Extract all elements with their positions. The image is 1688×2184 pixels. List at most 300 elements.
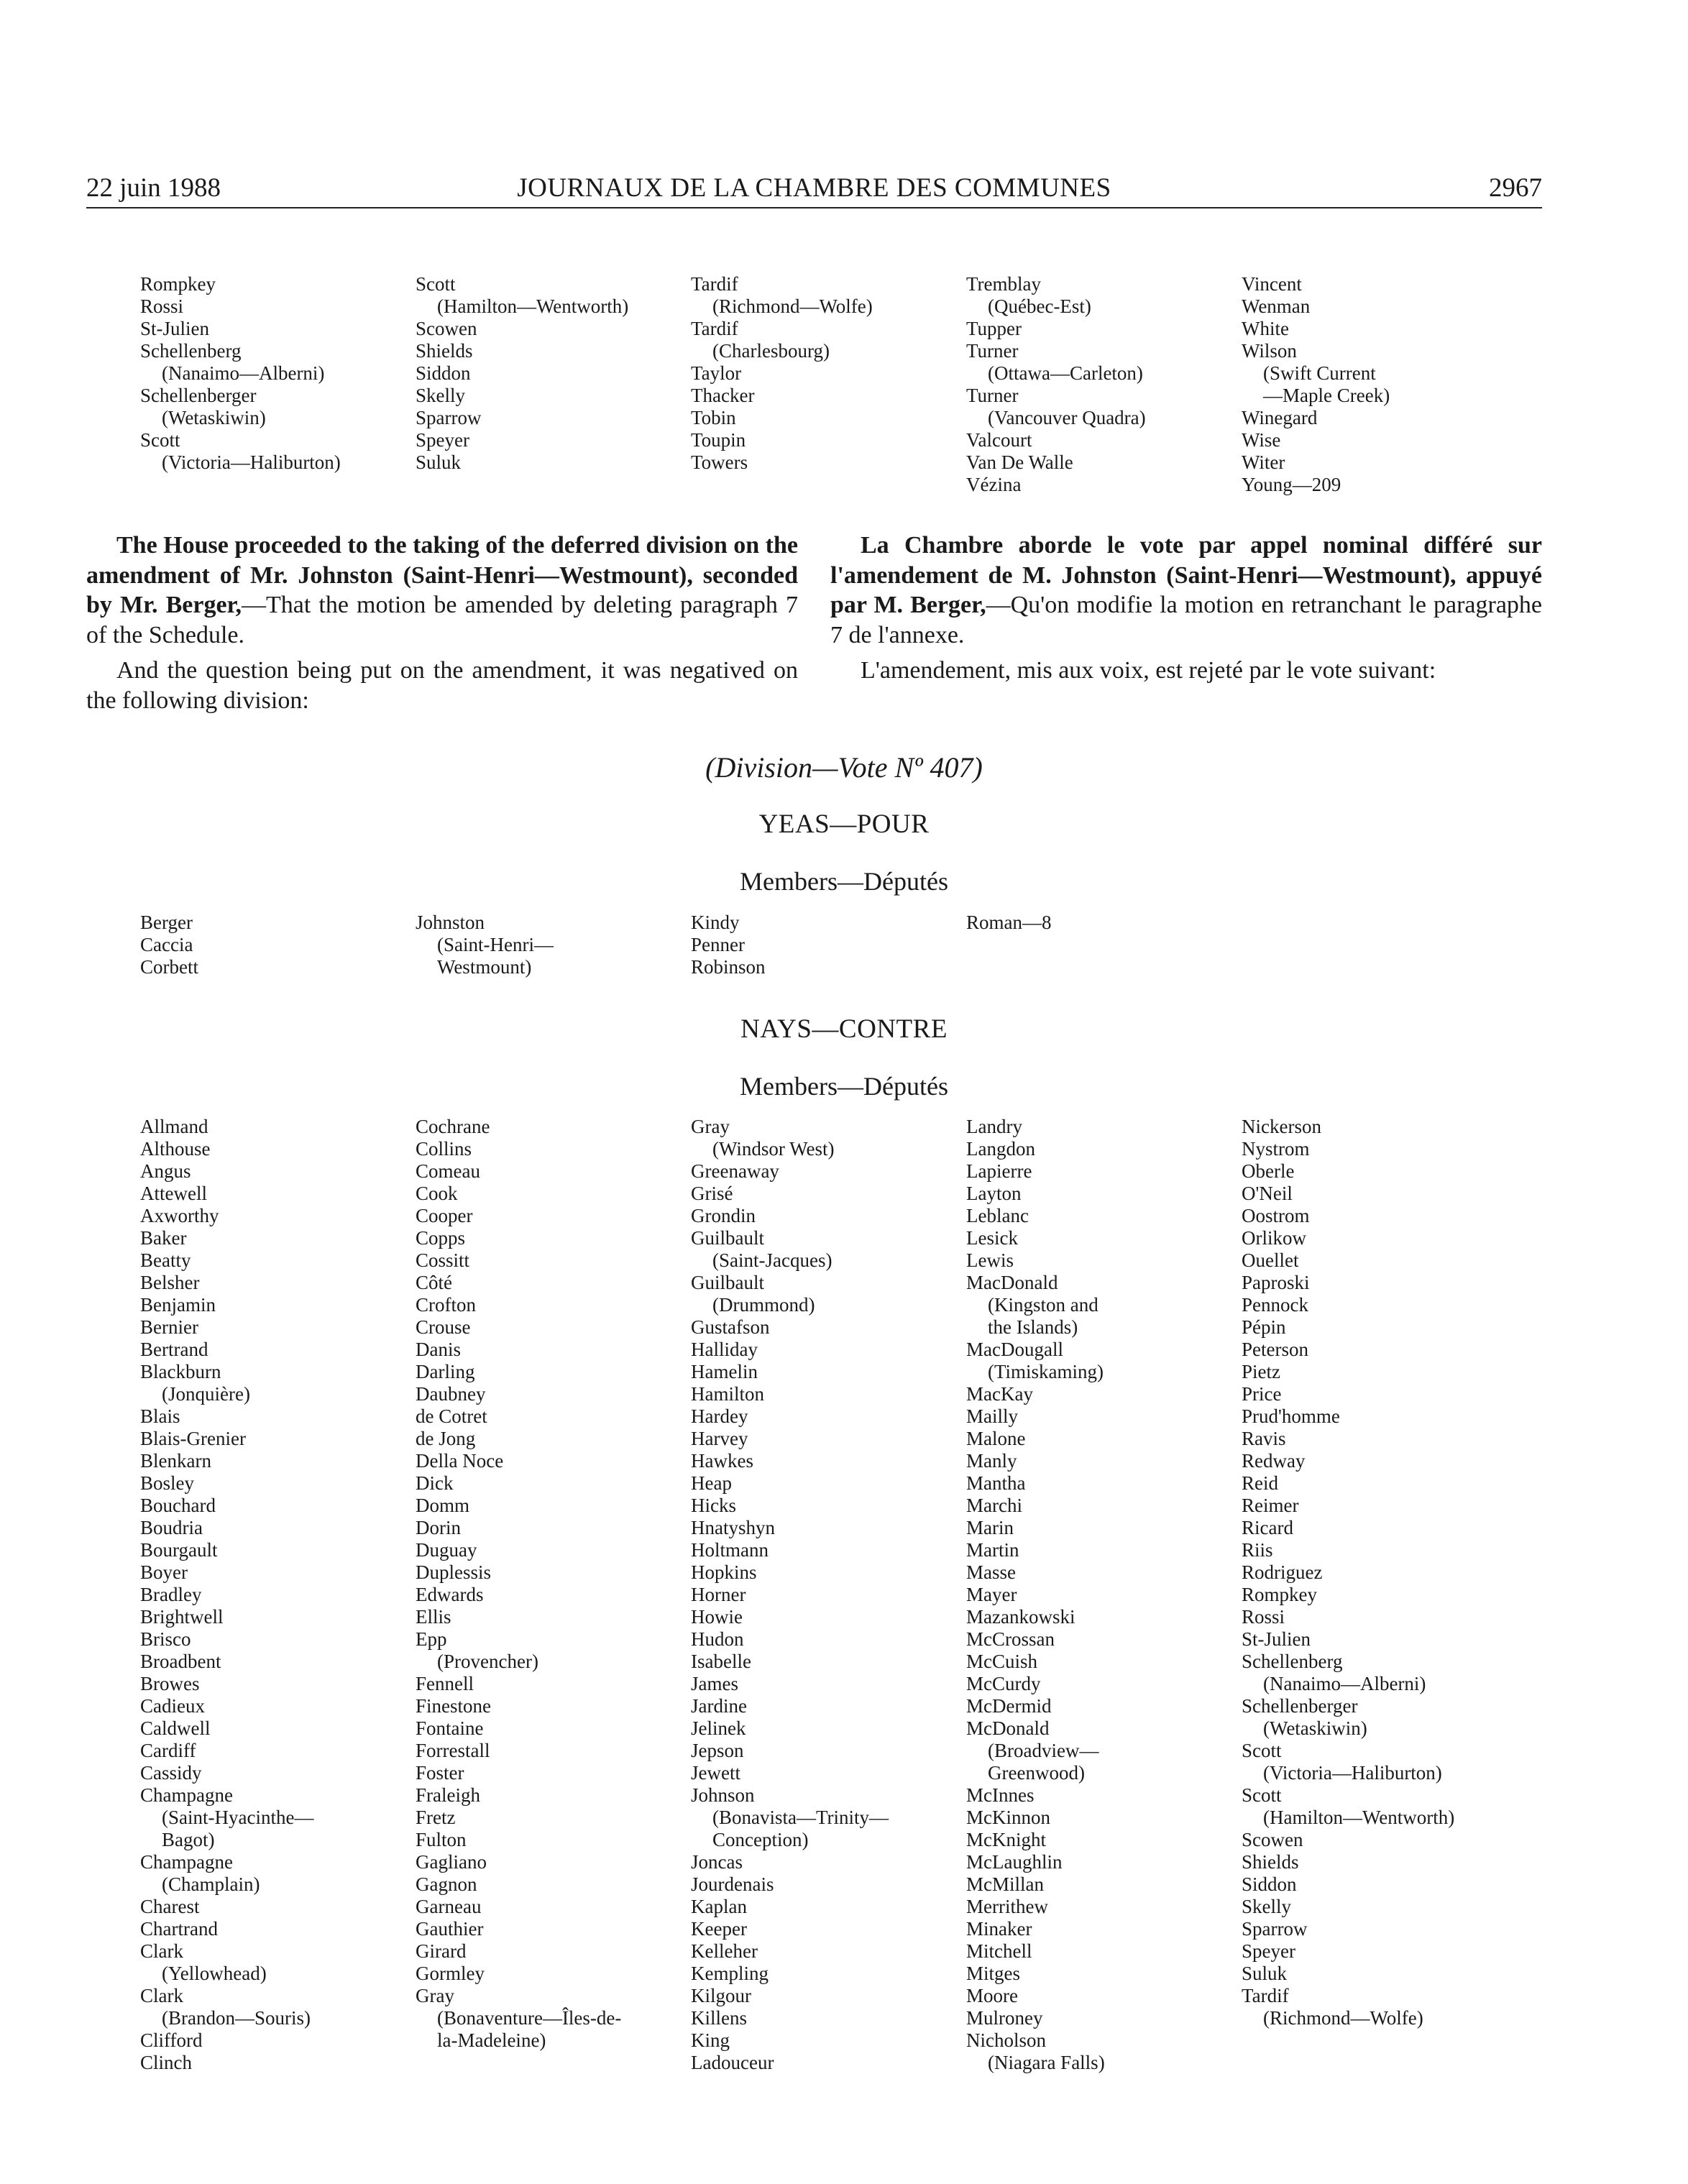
riding-name: la-Madeleine) bbox=[437, 2029, 546, 2051]
riding-name: (Broadview— bbox=[988, 1740, 1099, 1761]
member-name: Collins bbox=[416, 1138, 472, 1160]
member-name: Ladouceur bbox=[691, 2052, 774, 2073]
member-name: Halliday bbox=[691, 1339, 758, 1360]
member-name: James bbox=[691, 1673, 738, 1694]
member-name: Tupper bbox=[966, 318, 1022, 339]
member-name: Mantha bbox=[966, 1472, 1026, 1494]
member-name: Taylor bbox=[691, 362, 742, 384]
member-name: Scott bbox=[140, 429, 180, 451]
member-name: Paproski bbox=[1242, 1272, 1310, 1293]
member-name: Champagne bbox=[140, 1784, 233, 1806]
member-name: Epp bbox=[416, 1628, 447, 1650]
member-name: Gray bbox=[416, 1985, 454, 2006]
riding-name: (Québec-Est) bbox=[988, 295, 1091, 317]
member-name: Bradley bbox=[140, 1584, 202, 1605]
member-name: Hardey bbox=[691, 1405, 748, 1427]
member-name: Fennell bbox=[416, 1673, 474, 1694]
member-name: Valcourt bbox=[966, 429, 1032, 451]
member-name: Dick bbox=[416, 1472, 454, 1494]
riding-name: (Saint-Henri— bbox=[437, 934, 554, 955]
member-name: Duplessis bbox=[416, 1561, 492, 1583]
riding-name: the Islands) bbox=[988, 1316, 1078, 1338]
riding-name: (Victoria—Haliburton) bbox=[1263, 1762, 1442, 1784]
member-name: Boudria bbox=[140, 1517, 203, 1538]
riding-name: (Wetaskiwin) bbox=[162, 407, 266, 428]
riding-name: (Drummond) bbox=[712, 1294, 815, 1316]
member-name: Schellenberger bbox=[1242, 1695, 1358, 1717]
member-name: McKinnon bbox=[966, 1807, 1050, 1828]
member-name: Tobin bbox=[691, 407, 736, 428]
member-name: Langdon bbox=[966, 1138, 1035, 1160]
member-name: Mitchell bbox=[966, 1940, 1032, 1962]
riding-name: (Windsor West) bbox=[712, 1138, 835, 1160]
member-name: McLaughlin bbox=[966, 1851, 1063, 1873]
member-name: Orlikow bbox=[1242, 1227, 1306, 1249]
member-name: Jourdenais bbox=[691, 1873, 774, 1895]
member-name: Chartrand bbox=[140, 1918, 218, 1940]
member-name: Danis bbox=[416, 1339, 461, 1360]
member-name: Rossi bbox=[1242, 1606, 1285, 1628]
member-name: Jelinek bbox=[691, 1717, 746, 1739]
english-column bbox=[86, 531, 798, 721]
riding-name: (Richmond—Wolfe) bbox=[712, 295, 873, 317]
member-name: Nickerson bbox=[1242, 1116, 1321, 1137]
header-date: 22 juin 1988 bbox=[86, 173, 221, 203]
member-name: Wilson bbox=[1242, 340, 1297, 362]
member-name: Crouse bbox=[416, 1316, 471, 1338]
member-name: Hnatyshyn bbox=[691, 1517, 775, 1538]
member-name: Pietz bbox=[1242, 1361, 1280, 1382]
member-name: MacKay bbox=[966, 1383, 1033, 1405]
member-name: Mitges bbox=[966, 1963, 1021, 1984]
member-name: Jepson bbox=[691, 1740, 744, 1761]
member-name: Cassidy bbox=[140, 1762, 202, 1784]
member-name: Forrestall bbox=[416, 1740, 490, 1761]
member-name: Bosley bbox=[140, 1472, 195, 1494]
member-name: Clark bbox=[140, 1940, 183, 1962]
member-name: Joncas bbox=[691, 1851, 743, 1873]
name-column bbox=[691, 1116, 950, 2074]
member-name: McKnight bbox=[966, 1829, 1046, 1850]
member-name: Browes bbox=[140, 1673, 200, 1694]
member-name: Wenman bbox=[1242, 295, 1311, 317]
member-name: Killens bbox=[691, 2007, 747, 2029]
french-intro-bold: La Chambre aborde le vote par appel nominal différé sur l'amendement de M. Johnston (Saint-Henri—Westmount), appuyé par M. Berger, bbox=[830, 532, 1542, 618]
member-name: Fraleigh bbox=[416, 1784, 480, 1806]
member-name: Blais bbox=[140, 1405, 180, 1427]
member-name: Ricard bbox=[1242, 1517, 1293, 1538]
member-name: Nicholson bbox=[966, 2029, 1046, 2051]
member-name: Tardif bbox=[691, 273, 738, 295]
member-name: Mayer bbox=[966, 1584, 1017, 1605]
member-name: Blenkarn bbox=[140, 1450, 211, 1472]
member-name: Schellenberger bbox=[140, 385, 257, 406]
member-name: Champagne bbox=[140, 1851, 233, 1873]
member-name: Cooper bbox=[416, 1205, 473, 1226]
member-name: Clark bbox=[140, 1985, 183, 2006]
member-name: Lapierre bbox=[966, 1160, 1032, 1182]
member-name: Pépin bbox=[1242, 1316, 1286, 1338]
member-name: Marchi bbox=[966, 1495, 1022, 1516]
member-name: Rossi bbox=[140, 295, 184, 317]
riding-name: (Nanaimo—Alberni) bbox=[162, 362, 325, 384]
member-name: Penner bbox=[691, 934, 745, 955]
name-column bbox=[1242, 273, 1500, 496]
member-name: Martin bbox=[966, 1539, 1019, 1561]
riding-name: (Victoria—Haliburton) bbox=[162, 451, 341, 473]
member-name: Kilgour bbox=[691, 1985, 751, 2006]
member-name: Scott bbox=[416, 273, 456, 295]
member-name: Harvey bbox=[691, 1428, 748, 1449]
english-question: And the question being put on the amendment, it was negatived on the following division: bbox=[86, 657, 798, 714]
member-name: Siddon bbox=[416, 362, 471, 384]
member-name: St-Julien bbox=[1242, 1628, 1311, 1650]
member-name: McCuish bbox=[966, 1651, 1038, 1672]
member-name: Hudon bbox=[691, 1628, 744, 1650]
member-name: Blackburn bbox=[140, 1361, 221, 1382]
name-column bbox=[1242, 1116, 1500, 2029]
member-name: Jardine bbox=[691, 1695, 747, 1717]
member-name: Johnston bbox=[416, 912, 485, 933]
member-name: Kaplan bbox=[691, 1896, 747, 1917]
member-name: Vézina bbox=[966, 474, 1022, 495]
member-name: Scowen bbox=[1242, 1829, 1303, 1850]
member-name: Robinson bbox=[691, 956, 766, 978]
french-question: L'amendement, mis aux voix, est rejeté par le vote suivant: bbox=[861, 657, 1436, 684]
member-name: Brightwell bbox=[140, 1606, 224, 1628]
member-name: Schellenberg bbox=[1242, 1651, 1343, 1672]
member-name: Berger bbox=[140, 912, 193, 933]
member-name: Manly bbox=[966, 1450, 1017, 1472]
member-name: Winegard bbox=[1242, 407, 1318, 428]
member-name: Reimer bbox=[1242, 1495, 1299, 1516]
member-name: Heap bbox=[691, 1472, 732, 1494]
member-name: Guilbault bbox=[691, 1227, 764, 1249]
member-name: Suluk bbox=[416, 451, 462, 473]
member-name: Redway bbox=[1242, 1450, 1306, 1472]
member-name: Reid bbox=[1242, 1472, 1278, 1494]
member-name: Moore bbox=[966, 1985, 1018, 2006]
nays-heading: NAYS—CONTRE bbox=[740, 1014, 948, 1044]
member-name: Grisé bbox=[691, 1183, 733, 1204]
member-name: Scott bbox=[1242, 1784, 1282, 1806]
member-name: Jewett bbox=[691, 1762, 740, 1784]
member-name: Axworthy bbox=[140, 1205, 219, 1226]
french-intro bbox=[830, 531, 1542, 650]
members-heading-nays: Members—Députés bbox=[740, 1072, 948, 1101]
member-name: Daubney bbox=[416, 1383, 486, 1405]
member-name: Keeper bbox=[691, 1918, 747, 1940]
member-name: Bernier bbox=[140, 1316, 198, 1338]
member-name: Johnson bbox=[691, 1784, 755, 1806]
member-name: Cook bbox=[416, 1183, 458, 1204]
member-name: McDonald bbox=[966, 1717, 1050, 1739]
member-name: McDermid bbox=[966, 1695, 1052, 1717]
member-name: Suluk bbox=[1242, 1963, 1288, 1984]
riding-name: (Champlain) bbox=[162, 1873, 260, 1895]
member-name: Dorin bbox=[416, 1517, 461, 1538]
yeas-heading: YEAS—POUR bbox=[758, 809, 930, 839]
riding-name: (Bonaventure—Îles-de- bbox=[437, 2007, 622, 2029]
member-name: Hamelin bbox=[691, 1361, 758, 1382]
name-column bbox=[140, 273, 399, 474]
member-name: Merrithew bbox=[966, 1896, 1048, 1917]
member-name: McCurdy bbox=[966, 1673, 1041, 1694]
member-name: Althouse bbox=[140, 1138, 211, 1160]
member-name: O'Neil bbox=[1242, 1183, 1293, 1204]
member-name: Greenaway bbox=[691, 1160, 779, 1182]
riding-name: (Hamilton—Wentworth) bbox=[1263, 1807, 1455, 1828]
header-page-number: 2967 bbox=[1489, 173, 1542, 203]
member-name: Skelly bbox=[1242, 1896, 1292, 1917]
member-name: Cardiff bbox=[140, 1740, 196, 1761]
member-name: Shields bbox=[416, 340, 473, 362]
member-name: Lesick bbox=[966, 1227, 1018, 1249]
member-name: Caldwell bbox=[140, 1717, 211, 1739]
member-name: Minaker bbox=[966, 1918, 1032, 1940]
member-name: Turner bbox=[966, 385, 1019, 406]
riding-name: (Jonquière) bbox=[162, 1383, 250, 1405]
member-name: Grondin bbox=[691, 1205, 756, 1226]
member-name: Masse bbox=[966, 1561, 1016, 1583]
member-name: Gagliano bbox=[416, 1851, 487, 1873]
member-name: de Jong bbox=[416, 1428, 476, 1449]
member-name: Towers bbox=[691, 451, 748, 473]
member-name: Leblanc bbox=[966, 1205, 1029, 1226]
riding-name: (Charlesbourg) bbox=[712, 340, 830, 362]
member-name: Gustafson bbox=[691, 1316, 770, 1338]
member-name: Beatty bbox=[140, 1249, 191, 1271]
member-name: Darling bbox=[416, 1361, 475, 1382]
member-name: de Cotret bbox=[416, 1405, 487, 1427]
member-name: Rompkey bbox=[1242, 1584, 1317, 1605]
member-name: Domm bbox=[416, 1495, 470, 1516]
member-name: Finestone bbox=[416, 1695, 491, 1717]
riding-name: (Saint-Hyacinthe— bbox=[162, 1807, 314, 1828]
member-name: King bbox=[691, 2029, 730, 2051]
member-name: Fontaine bbox=[416, 1717, 484, 1739]
member-name: Tardif bbox=[691, 318, 738, 339]
riding-name: (Kingston and bbox=[988, 1294, 1098, 1316]
member-name: Duguay bbox=[416, 1539, 477, 1561]
french-intro-rest: —Qu'on modifie la motion en retranchant le paragraphe 7 de l'annexe. bbox=[830, 592, 1543, 648]
member-name: Howie bbox=[691, 1606, 743, 1628]
division-title: (Division—Vote Nº 407) bbox=[705, 751, 983, 784]
riding-name: (Niagara Falls) bbox=[988, 2052, 1105, 2073]
english-intro bbox=[86, 531, 798, 650]
member-name: Prud'homme bbox=[1242, 1405, 1340, 1427]
riding-name: (Bonavista—Trinity— bbox=[712, 1807, 889, 1828]
member-name: Schellenberg bbox=[140, 340, 242, 362]
member-name: Price bbox=[1242, 1383, 1282, 1405]
member-name: Blais-Grenier bbox=[140, 1428, 246, 1449]
member-name: Scowen bbox=[416, 318, 477, 339]
name-column bbox=[966, 1116, 1225, 2074]
member-name: Isabelle bbox=[691, 1651, 751, 1672]
riding-name: Greenwood) bbox=[988, 1762, 1085, 1784]
member-name: Bourgault bbox=[140, 1539, 218, 1561]
member-name: Gray bbox=[691, 1116, 730, 1137]
riding-name: (Nanaimo—Alberni) bbox=[1263, 1673, 1426, 1694]
member-name: Siddon bbox=[1242, 1873, 1297, 1895]
member-name: Ravis bbox=[1242, 1428, 1286, 1449]
riding-name: (Richmond—Wolfe) bbox=[1263, 2007, 1423, 2029]
member-name: Della Noce bbox=[416, 1450, 504, 1472]
member-name: Marin bbox=[966, 1517, 1014, 1538]
member-name: Hicks bbox=[691, 1495, 736, 1516]
member-name: Kempling bbox=[691, 1963, 769, 1984]
member-name: St-Julien bbox=[140, 318, 210, 339]
member-name: Edwards bbox=[416, 1584, 484, 1605]
member-name: Foster bbox=[416, 1762, 464, 1784]
riding-name: —Maple Creek) bbox=[1263, 385, 1390, 406]
riding-name: (Hamilton—Wentworth) bbox=[437, 295, 629, 317]
riding-name: Bagot) bbox=[162, 1829, 215, 1850]
member-name: Hawkes bbox=[691, 1450, 753, 1472]
member-name: Cossitt bbox=[416, 1249, 470, 1271]
riding-name: (Saint-Jacques) bbox=[712, 1249, 832, 1271]
english-intro-rest: —That the motion be amended by deleting paragraph 7 of the Schedule. bbox=[86, 592, 798, 648]
member-name: McCrossan bbox=[966, 1628, 1055, 1650]
member-name: Horner bbox=[691, 1584, 746, 1605]
member-name: Brisco bbox=[140, 1628, 191, 1650]
member-name: Kindy bbox=[691, 912, 740, 933]
member-name: MacDougall bbox=[966, 1339, 1063, 1360]
member-name: Bertrand bbox=[140, 1339, 208, 1360]
member-name: Guilbault bbox=[691, 1272, 764, 1293]
member-name: Garneau bbox=[416, 1896, 482, 1917]
member-name: Gormley bbox=[416, 1963, 485, 1984]
english-intro-bold: The House proceeded to the taking of the deferred division on the amendment of Mr. Johnston (Saint-Henri—Westmount), seconded by Mr. Berger, bbox=[86, 532, 798, 618]
name-column bbox=[416, 1116, 674, 2052]
riding-name: (Swift Current bbox=[1263, 362, 1376, 384]
member-name: Thacker bbox=[691, 385, 755, 406]
riding-name: (Vancouver Quadra) bbox=[988, 407, 1146, 428]
member-name: Peterson bbox=[1242, 1339, 1308, 1360]
member-name: Pennock bbox=[1242, 1294, 1308, 1316]
member-name: Attewell bbox=[140, 1183, 207, 1204]
member-name: Gauthier bbox=[416, 1918, 484, 1940]
member-name: Allmand bbox=[140, 1116, 208, 1137]
member-name: Tardif bbox=[1242, 1985, 1289, 2006]
member-name: Girard bbox=[416, 1940, 467, 1962]
member-name: Belsher bbox=[140, 1272, 200, 1293]
name-column bbox=[140, 912, 399, 978]
member-name: McMillan bbox=[966, 1873, 1044, 1895]
riding-name: (Yellowhead) bbox=[162, 1963, 267, 1984]
member-name: Angus bbox=[140, 1160, 191, 1182]
member-name: Holtmann bbox=[691, 1539, 769, 1561]
member-name: Scott bbox=[1242, 1740, 1282, 1761]
member-name: Caccia bbox=[140, 934, 193, 955]
page-header bbox=[86, 173, 1542, 208]
riding-name: Conception) bbox=[712, 1829, 809, 1850]
member-name: Roman—8 bbox=[966, 912, 1052, 933]
member-name: Skelly bbox=[416, 385, 466, 406]
member-name: Sparrow bbox=[1242, 1918, 1308, 1940]
member-name: Riis bbox=[1242, 1539, 1273, 1561]
member-name: Ellis bbox=[416, 1606, 451, 1628]
member-name: Turner bbox=[966, 340, 1019, 362]
member-name: Gagnon bbox=[416, 1873, 477, 1895]
member-name: Baker bbox=[140, 1227, 187, 1249]
member-name: Layton bbox=[966, 1183, 1022, 1204]
header-title: JOURNAUX DE LA CHAMBRE DES COMMUNES bbox=[517, 173, 1111, 203]
member-name: Broadbent bbox=[140, 1651, 221, 1672]
french-column bbox=[830, 531, 1542, 692]
member-name: Shields bbox=[1242, 1851, 1299, 1873]
member-name: Comeau bbox=[416, 1160, 480, 1182]
riding-name: (Brandon—Souris) bbox=[162, 2007, 311, 2029]
member-name: Witer bbox=[1242, 451, 1285, 473]
member-name: Oostrom bbox=[1242, 1205, 1310, 1226]
member-name: Hamilton bbox=[691, 1383, 764, 1405]
member-name: Mailly bbox=[966, 1405, 1018, 1427]
name-column bbox=[416, 912, 674, 978]
member-name: Sparrow bbox=[416, 407, 482, 428]
member-name: White bbox=[1242, 318, 1289, 339]
member-name: Ouellet bbox=[1242, 1249, 1299, 1271]
member-name: Rodriguez bbox=[1242, 1561, 1323, 1583]
name-column bbox=[966, 273, 1225, 496]
riding-name: (Provencher) bbox=[437, 1651, 538, 1672]
member-name: Fretz bbox=[416, 1807, 456, 1828]
member-name: Young—209 bbox=[1242, 474, 1341, 495]
member-name: Benjamin bbox=[140, 1294, 216, 1316]
member-name: Speyer bbox=[1242, 1940, 1295, 1962]
member-name: Clinch bbox=[140, 2052, 192, 2073]
member-name: Hopkins bbox=[691, 1561, 757, 1583]
name-column bbox=[966, 912, 1225, 934]
member-name: Cadieux bbox=[140, 1695, 205, 1717]
member-name: Kelleher bbox=[691, 1940, 758, 1962]
member-name: Mulroney bbox=[966, 2007, 1043, 2029]
name-column bbox=[691, 273, 950, 474]
member-name: Rompkey bbox=[140, 273, 216, 295]
member-name: Wise bbox=[1242, 429, 1281, 451]
member-name: Corbett bbox=[140, 956, 198, 978]
member-name: Oberle bbox=[1242, 1160, 1295, 1182]
member-name: Côté bbox=[416, 1272, 452, 1293]
member-name: Charest bbox=[140, 1896, 200, 1917]
members-heading-yeas: Members—Députés bbox=[740, 867, 948, 896]
member-name: Van De Walle bbox=[966, 451, 1073, 473]
member-name: Nystrom bbox=[1242, 1138, 1310, 1160]
member-name: McInnes bbox=[966, 1784, 1035, 1806]
member-name: Crofton bbox=[416, 1294, 476, 1316]
member-name: Landry bbox=[966, 1116, 1022, 1137]
member-name: Fulton bbox=[416, 1829, 467, 1850]
member-name: Mazankowski bbox=[966, 1606, 1075, 1628]
member-name: Speyer bbox=[416, 429, 469, 451]
member-name: Toupin bbox=[691, 429, 746, 451]
member-name: Bouchard bbox=[140, 1495, 216, 1516]
member-name: MacDonald bbox=[966, 1272, 1058, 1293]
member-name: Malone bbox=[966, 1428, 1026, 1449]
member-name: Lewis bbox=[966, 1249, 1014, 1271]
member-name: Tremblay bbox=[966, 273, 1042, 295]
member-name: Vincent bbox=[1242, 273, 1302, 295]
member-name: Copps bbox=[416, 1227, 466, 1249]
riding-name: (Ottawa—Carleton) bbox=[988, 362, 1143, 384]
name-column bbox=[140, 1116, 399, 2074]
riding-name: (Wetaskiwin) bbox=[1263, 1717, 1367, 1739]
riding-name: Westmount) bbox=[437, 956, 532, 978]
member-name: Cochrane bbox=[416, 1116, 490, 1137]
member-name: Clifford bbox=[140, 2029, 203, 2051]
riding-name: (Timiskaming) bbox=[988, 1361, 1104, 1382]
name-column bbox=[691, 912, 950, 978]
